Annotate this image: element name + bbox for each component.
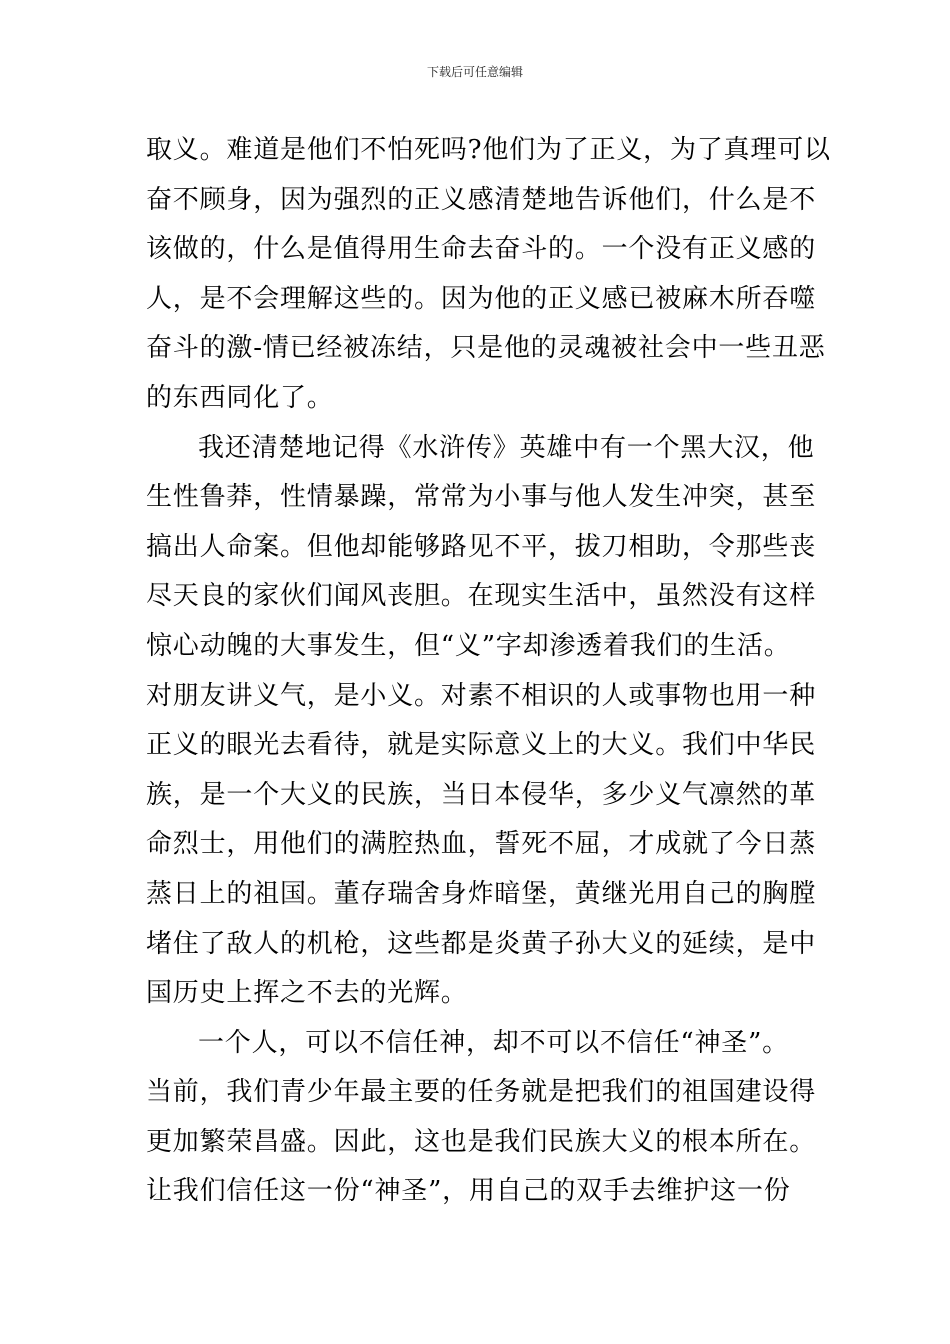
text-line: 的东西同化了。 (146, 382, 334, 413)
text-line: 奋斗的激-情已经被冻结，只是他的灵魂被社会中一些丑恶 (146, 333, 826, 364)
paragraph (146, 126, 831, 424)
text-line: 生性鲁莽，性情暴躁，常常为小事与他人发生冲突，甚至 (146, 482, 817, 513)
text-line: 惊心动魄的大事发生，但“义”字却渗透着我们的生活。 (146, 630, 791, 661)
document-body (146, 126, 831, 1217)
text-line: 当前，我们青少年最主要的任务就是把我们的祖国建设得 (146, 1077, 817, 1108)
text-line: 一个人，可以不信任神，却不可以不信任“神圣”。 (198, 1027, 789, 1058)
text-line: 蒸日上的祖国。董存瑞舍身炸暗堡，黄继光用自己的胸膛 (146, 878, 817, 909)
text-line: 更加繁荣昌盛。因此，这也是我们民族大义的根本所在。 (146, 1126, 817, 1157)
paragraph (146, 424, 817, 1019)
text-line: 命烈士，用他们的满腔热血，誓死不屈，才成就了今日蒸 (146, 829, 817, 860)
text-line: 尽天良的家伙们闻风丧胆。在现实生活中，虽然没有这样 (146, 581, 817, 612)
text-line: 搞出人命案。但他却能够路见不平，拔刀相助，令那些丧 (146, 531, 817, 562)
text-line: 奋不顾身，因为强烈的正义感清楚地告诉他们，什么是不 (146, 184, 817, 215)
text-line: 取义。难道是他们不怕死吗?他们为了正义，为了真理可以 (146, 135, 831, 165)
text-line: 我还清楚地记得《水浒传》英雄中有一个黑大汉，他 (198, 432, 815, 463)
text-line: 正义的眼光去看待，就是实际意义上的大义。我们中华民 (146, 730, 817, 761)
text-line: 堵住了敌人的机枪，这些都是炎黄子孙大义的延续，是中 (146, 928, 817, 959)
text-line: 族，是一个大义的民族，当日本侵华，多少义气凛然的革 (146, 779, 817, 810)
text-line: 对朋友讲义气，是小义。对素不相识的人或事物也用一种 (146, 680, 817, 711)
text-line: 该做的，什么是值得用生命去奋斗的。一个没有正义感的 (146, 234, 817, 265)
text-line: 人，是不会理解这些的。因为他的正义感已被麻木所吞噬 (146, 283, 817, 314)
paragraph (146, 1019, 817, 1217)
text-line: 让我们信任这一份“神圣”，用自己的双手去维护这一份 (146, 1176, 791, 1207)
text-line: 国历史上挥之不去的光辉。 (146, 978, 468, 1009)
page-header: 下载后可任意编辑 (426, 65, 523, 79)
